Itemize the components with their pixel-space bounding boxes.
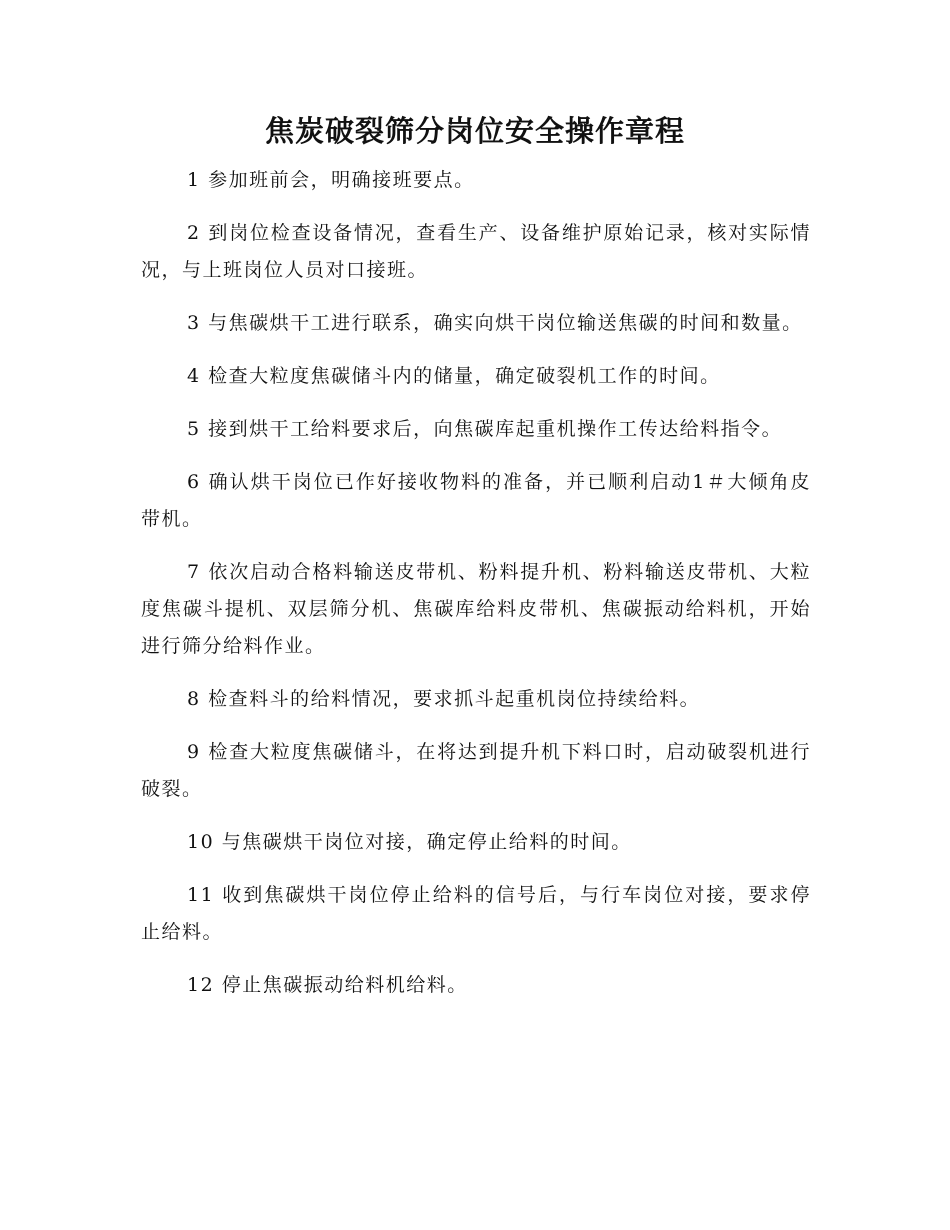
paragraph-1: 1 参加班前会，明确接班要点。 — [187, 169, 475, 191]
paragraph-7: 7 依次启动合格料输送皮带机、粉料提升机、粉料输送皮带机、大粒度焦碳斗提机、双层筛分机、焦碳库给料皮带机、焦碳振动给料机，开始进行筛分给料作业。 — [141, 561, 811, 657]
paragraph-8: 8 检查料斗的给料情况，要求抓斗起重机岗位持续给料。 — [187, 688, 701, 710]
paragraph-6: 6 确认烘干岗位已作好接收物料的准备，并已顺利启动1＃大倾角皮带机。 — [141, 471, 811, 530]
paragraph-3: 3 与焦碳烘干工进行联系，确实向烘干岗位输送焦碳的时间和数量。 — [187, 312, 803, 334]
paragraph-9: 9 检查大粒度焦碳储斗，在将达到提升机下料口时，启动破裂机进行破裂。 — [141, 741, 811, 800]
paragraph-10: 10 与焦碳烘干岗位对接，确定停止给料的时间。 — [187, 831, 632, 853]
document-title: 焦炭破裂筛分岗位安全操作章程 — [264, 114, 685, 148]
paragraph-2: 2 到岗位检查设备情况，查看生产、设备维护原始记录，核对实际情况，与上班岗位人员对口接班。 — [141, 222, 811, 281]
document-body — [141, 162, 811, 1020]
paragraph-5: 5 接到烘干工给料要求后，向焦碳库起重机操作工传达给料指令。 — [187, 418, 783, 440]
paragraph-4: 4 检查大粒度焦碳储斗内的储量，确定破裂机工作的时间。 — [187, 365, 721, 387]
paragraph-11: 11 收到焦碳烘干岗位停止给料的信号后，与行车岗位对接，要求停止给料。 — [141, 884, 811, 943]
paragraph-12: 12 停止焦碳振动给料机给料。 — [187, 974, 468, 996]
